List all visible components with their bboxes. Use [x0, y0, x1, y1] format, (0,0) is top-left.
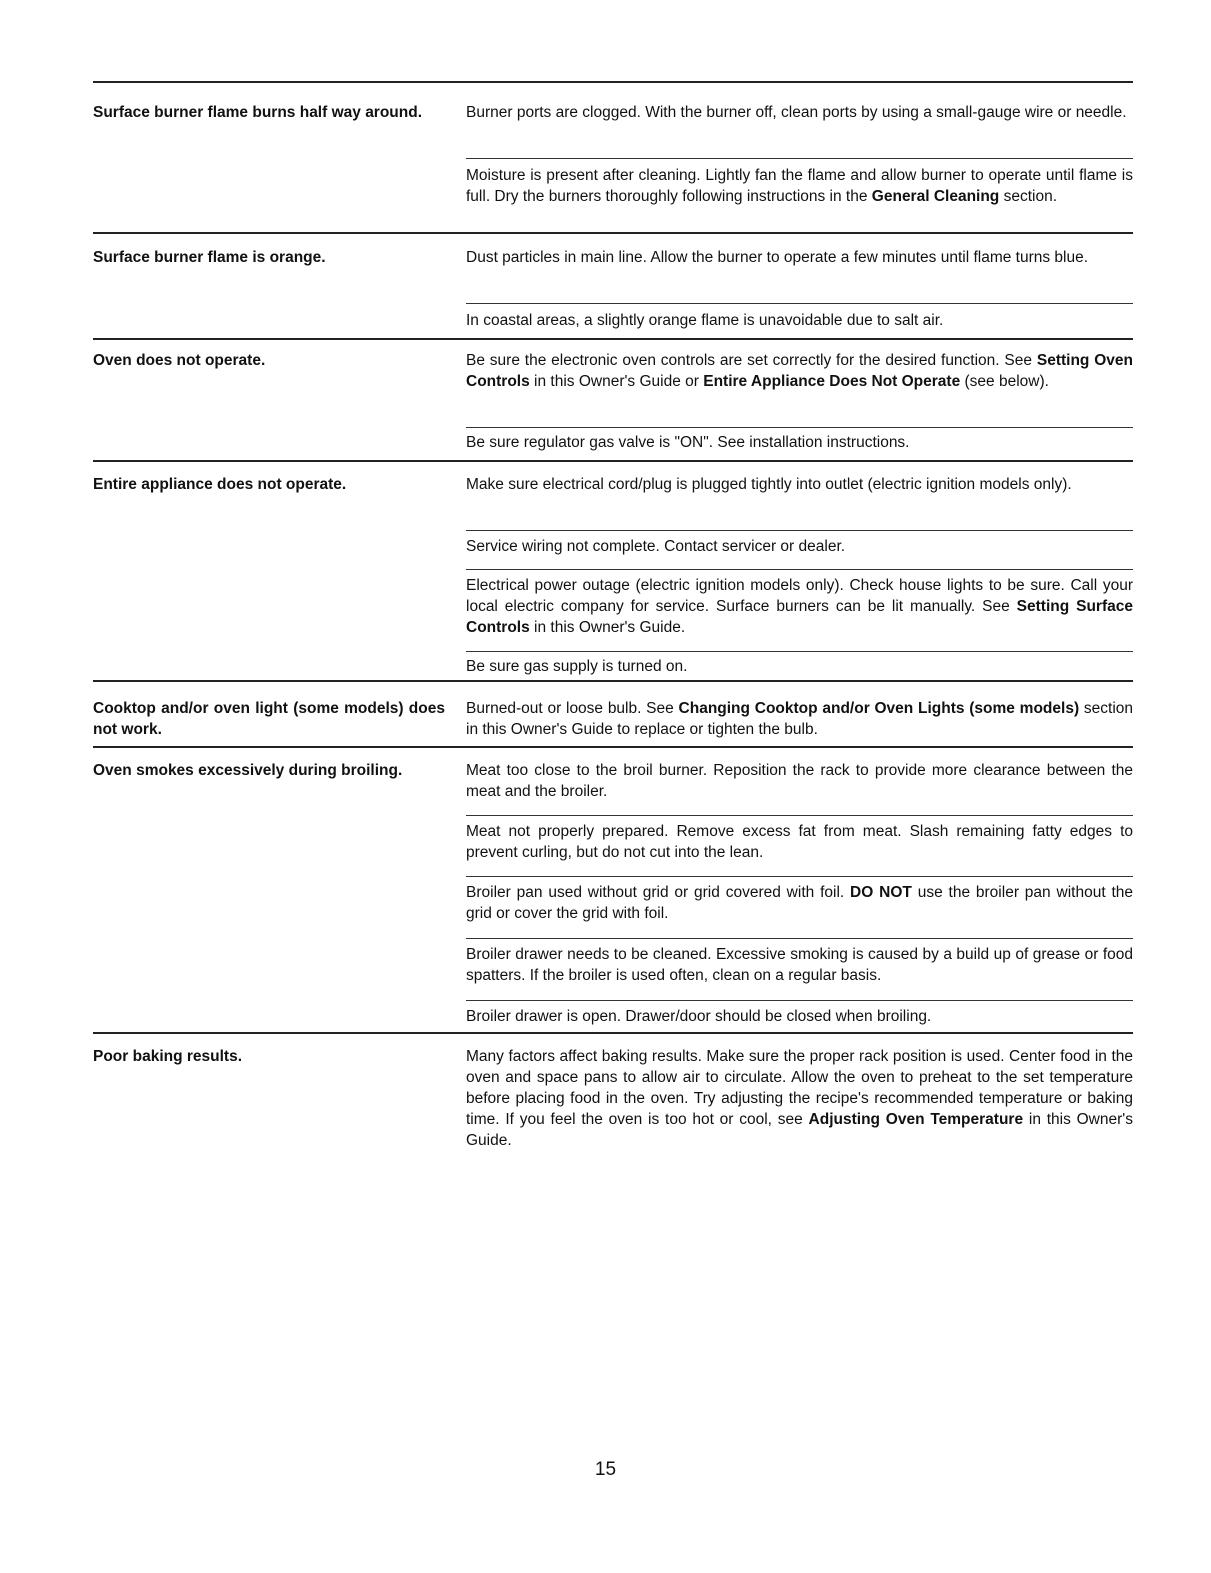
cause-text: Be sure regulator gas valve is "ON". See installation instructions. [466, 434, 910, 451]
cause-text: Broiler drawer is open. Drawer/door should be closed when broiling. [466, 1008, 932, 1025]
row-divider [93, 338, 1133, 340]
cause-text: Many factors affect baking results. Make sure the proper rack position is used. Center food in the oven and space pans to allow air to circulate. Allow the oven to preheat to the set temperature before placing food in the oven. Try adjusting the recipe's recommended temperature or baking time. If you feel the oven is too hot or cool, see Adjusting Oven Temperature in this Owner's Guide. [466, 1048, 1133, 1149]
problem-text: Entire appliance does not operate. [93, 476, 347, 493]
cause-text: Service wiring not complete. Contact servicer or dealer. [466, 538, 846, 555]
cause-text: Burned-out or loose bulb. See Changing Cooktop and/or Oven Lights (some models) section in this Owner's Guide to replace or tighten the bulb. [466, 700, 1133, 738]
problem-text: Oven smokes excessively during broiling. [93, 762, 403, 779]
row-divider [93, 746, 1133, 748]
cause-text: Burner ports are clogged. With the burner off, clean ports by using a small-gauge wire or needle. [466, 104, 1127, 121]
cause-divider [466, 303, 1133, 304]
cause-divider [466, 938, 1133, 939]
cause-text: Be sure the electronic oven controls are set correctly for the desired function. See Setting Oven Controls in this Owner's Guide or Entire Appliance Does Not Operate (see below). [466, 352, 1133, 390]
cause-text: Broiler pan used without grid or grid covered with foil. DO NOT use the broiler pan without the grid or cover the grid with foil. [466, 884, 1134, 922]
cause-divider [466, 815, 1133, 816]
cause-text: Moisture is present after cleaning. Lightly fan the flame and allow burner to operate until flame is full. Dry the burners thoroughly following instructions in the General Cleaning section. [466, 167, 1133, 205]
cause-divider [466, 530, 1133, 531]
cause-text: Meat not properly prepared. Remove excess fat from meat. Slash remaining fatty edges to prevent curling, but do not cut into the lean. [466, 823, 1133, 861]
cause-text: Be sure gas supply is turned on. [466, 658, 688, 675]
problem-text: Surface burner flame is orange. [93, 249, 326, 266]
cause-divider [466, 1000, 1133, 1001]
page-number: 15 [594, 1459, 617, 1480]
cause-divider [466, 651, 1133, 652]
cause-divider [466, 158, 1133, 159]
row-divider [93, 1032, 1133, 1034]
problem-text: Oven does not operate. [93, 352, 266, 369]
cause-divider [466, 569, 1133, 570]
top-rule [93, 81, 1133, 83]
row-divider [93, 680, 1133, 682]
cause-text: Dust particles in main line. Allow the burner to operate a few minutes until flame turns blue. [466, 249, 1089, 266]
cause-text: Broiler drawer needs to be cleaned. Excessive smoking is caused by a build up of grease or food spatters. If the broiler is used often, clean on a regular basis. [466, 946, 1133, 984]
cause-divider [466, 427, 1133, 428]
cause-text: In coastal areas, a slightly orange flame is unavoidable due to salt air. [466, 312, 944, 329]
row-divider [93, 460, 1133, 462]
problem-text: Cooktop and/or oven light (some models) does not work. [93, 700, 445, 738]
row-divider [93, 232, 1133, 234]
cause-text: Meat too close to the broil burner. Reposition the rack to provide more clearance between the meat and the broiler. [466, 762, 1133, 800]
cause-text: Electrical power outage (electric ignition models only). Check house lights to be sure. Call your local electric company for service. Surface burners can be lit manually. See Setting Surface Controls in this Owner's Guide. [466, 577, 1133, 636]
cause-divider [466, 876, 1133, 877]
problem-text: Poor baking results. [93, 1048, 243, 1065]
problem-text: Surface burner flame burns half way around. [93, 104, 423, 121]
cause-text: Make sure electrical cord/plug is plugged tightly into outlet (electric ignition models only). [466, 476, 1072, 493]
